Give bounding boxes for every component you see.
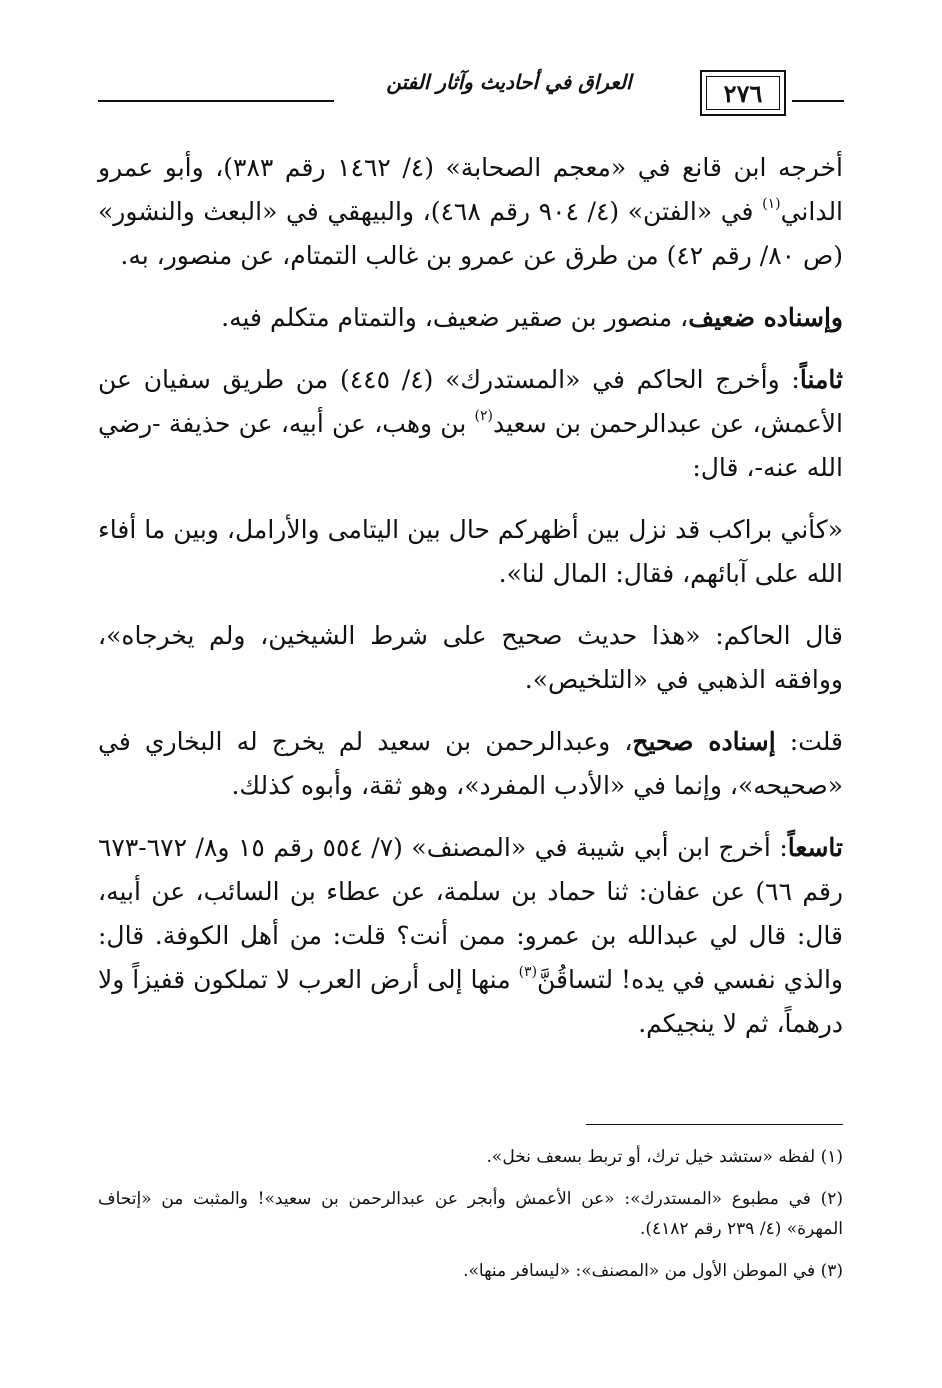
page-number-box bbox=[700, 70, 786, 116]
paragraph-2-lead: وإسناده ضعيف bbox=[688, 303, 843, 332]
paragraph-1 bbox=[98, 146, 843, 278]
footnote-ref-3: (٣) bbox=[518, 964, 538, 980]
paragraph-7 bbox=[98, 826, 843, 1046]
paragraph-4-hadith: «كأني براكب قد نزل بين أظهركم حال بين اليتامى والأرامل، وبين ما أفاء الله على آبائهم، فقال: المال لنا». bbox=[98, 515, 843, 588]
footnote-2: (٢) في مطبوع «المستدرك»: «عن الأعمش وأبجر عن عبدالرحمن بن سعيد»! والمثبت من «إتحاف المهرة» (٤/ ٢٣٩ رقم ٤١٨٢). bbox=[98, 1189, 843, 1239]
paragraph-6-text: قلت: bbox=[775, 727, 843, 756]
main-text bbox=[98, 146, 843, 1064]
paragraph-7-rest: منها إلى أرض العرب لا تملكون قفيزاً ولا درهماً، ثم لا ينجيكم. bbox=[98, 965, 843, 1038]
paragraph-1-text: أخرجه ابن قانع في «معجم الصحابة» (٤/ ١٤٦٢ رقم ٣٨٣)، وأبو عمرو الداني bbox=[98, 153, 844, 226]
paragraph-6-rest: ، وعبدالرحمن بن سعيد لم يخرج له البخاري في «صحيحه»، وإنما في «الأدب المفرد»، وهو ثقة، وأبوه كذلك. bbox=[98, 727, 843, 800]
paragraph-2 bbox=[98, 296, 843, 340]
paragraph-6 bbox=[98, 720, 843, 808]
page-number: ٢٧٦ bbox=[706, 76, 780, 110]
running-title: العراق في أحاديث وآثار الفتن bbox=[386, 70, 632, 94]
paragraph-3-text: : وأخرج الحاكم في «المستدرك» (٤/ ٤٤٥) من طريق سفيان عن الأعمش، عن عبدالرحمن بن سعيد bbox=[98, 365, 843, 438]
footnote-rule bbox=[586, 1124, 843, 1125]
footnote-3: (٣) في الموطن الأول من «المصنف»: «ليسافر منها». bbox=[463, 1261, 843, 1281]
header-rule-right bbox=[792, 100, 844, 102]
paragraph-3-lead: ثامناً bbox=[799, 365, 843, 394]
paragraph-7-text: : أخرج ابن أبي شيبة في «المصنف» (٧/ ٥٥٤ رقم ١٥ و٨/ ٦٧٢-٦٧٣ رقم ٦٦) عن عفان: ثنا حماد بن سلمة، عن عطاء بن السائب، عن أبيه، قال: قال لي عبدالله بن عمرو: ممن أنت؟ قلت: من أهل الكوفة. قال: والذي نفسي في يده! لتساقُنَّ bbox=[98, 833, 844, 994]
paragraph-6-lead: إسناده صحيح bbox=[632, 727, 776, 756]
header-rule-left bbox=[98, 100, 334, 102]
paragraph-3 bbox=[98, 358, 843, 490]
footnote-1: (١) لفظه «ستشد خيل ترك، أو تربط بسعف نخل». bbox=[486, 1147, 843, 1167]
footnote-ref-2: (٢) bbox=[474, 408, 494, 424]
paragraph-3-rest: بن وهب، عن أبيه، عن حذيفة -رضي الله عنه-، قال: bbox=[98, 409, 843, 482]
paragraph-1-rest: في «الفتن» (٤/ ٩٠٤ رقم ٤٦٨)، والبيهقي في «البعث والنشور» (ص ٨٠/ رقم ٤٢) من طرق عن عمرو بن غالب التمتام، عن منصور، به. bbox=[98, 197, 843, 270]
paragraph-5: قال الحاكم: «هذا حديث صحيح على شرط الشيخين، ولم يخرجاه»، ووافقه الذهبي في «التلخيص». bbox=[98, 621, 843, 694]
footnote-ref-1: (١) bbox=[762, 196, 781, 212]
footnotes bbox=[98, 1142, 843, 1298]
paragraph-2-rest: ، منصور بن صقير ضعيف، والتمتام متكلم فيه. bbox=[221, 303, 689, 332]
paragraph-7-lead: تاسعاً bbox=[787, 833, 843, 862]
